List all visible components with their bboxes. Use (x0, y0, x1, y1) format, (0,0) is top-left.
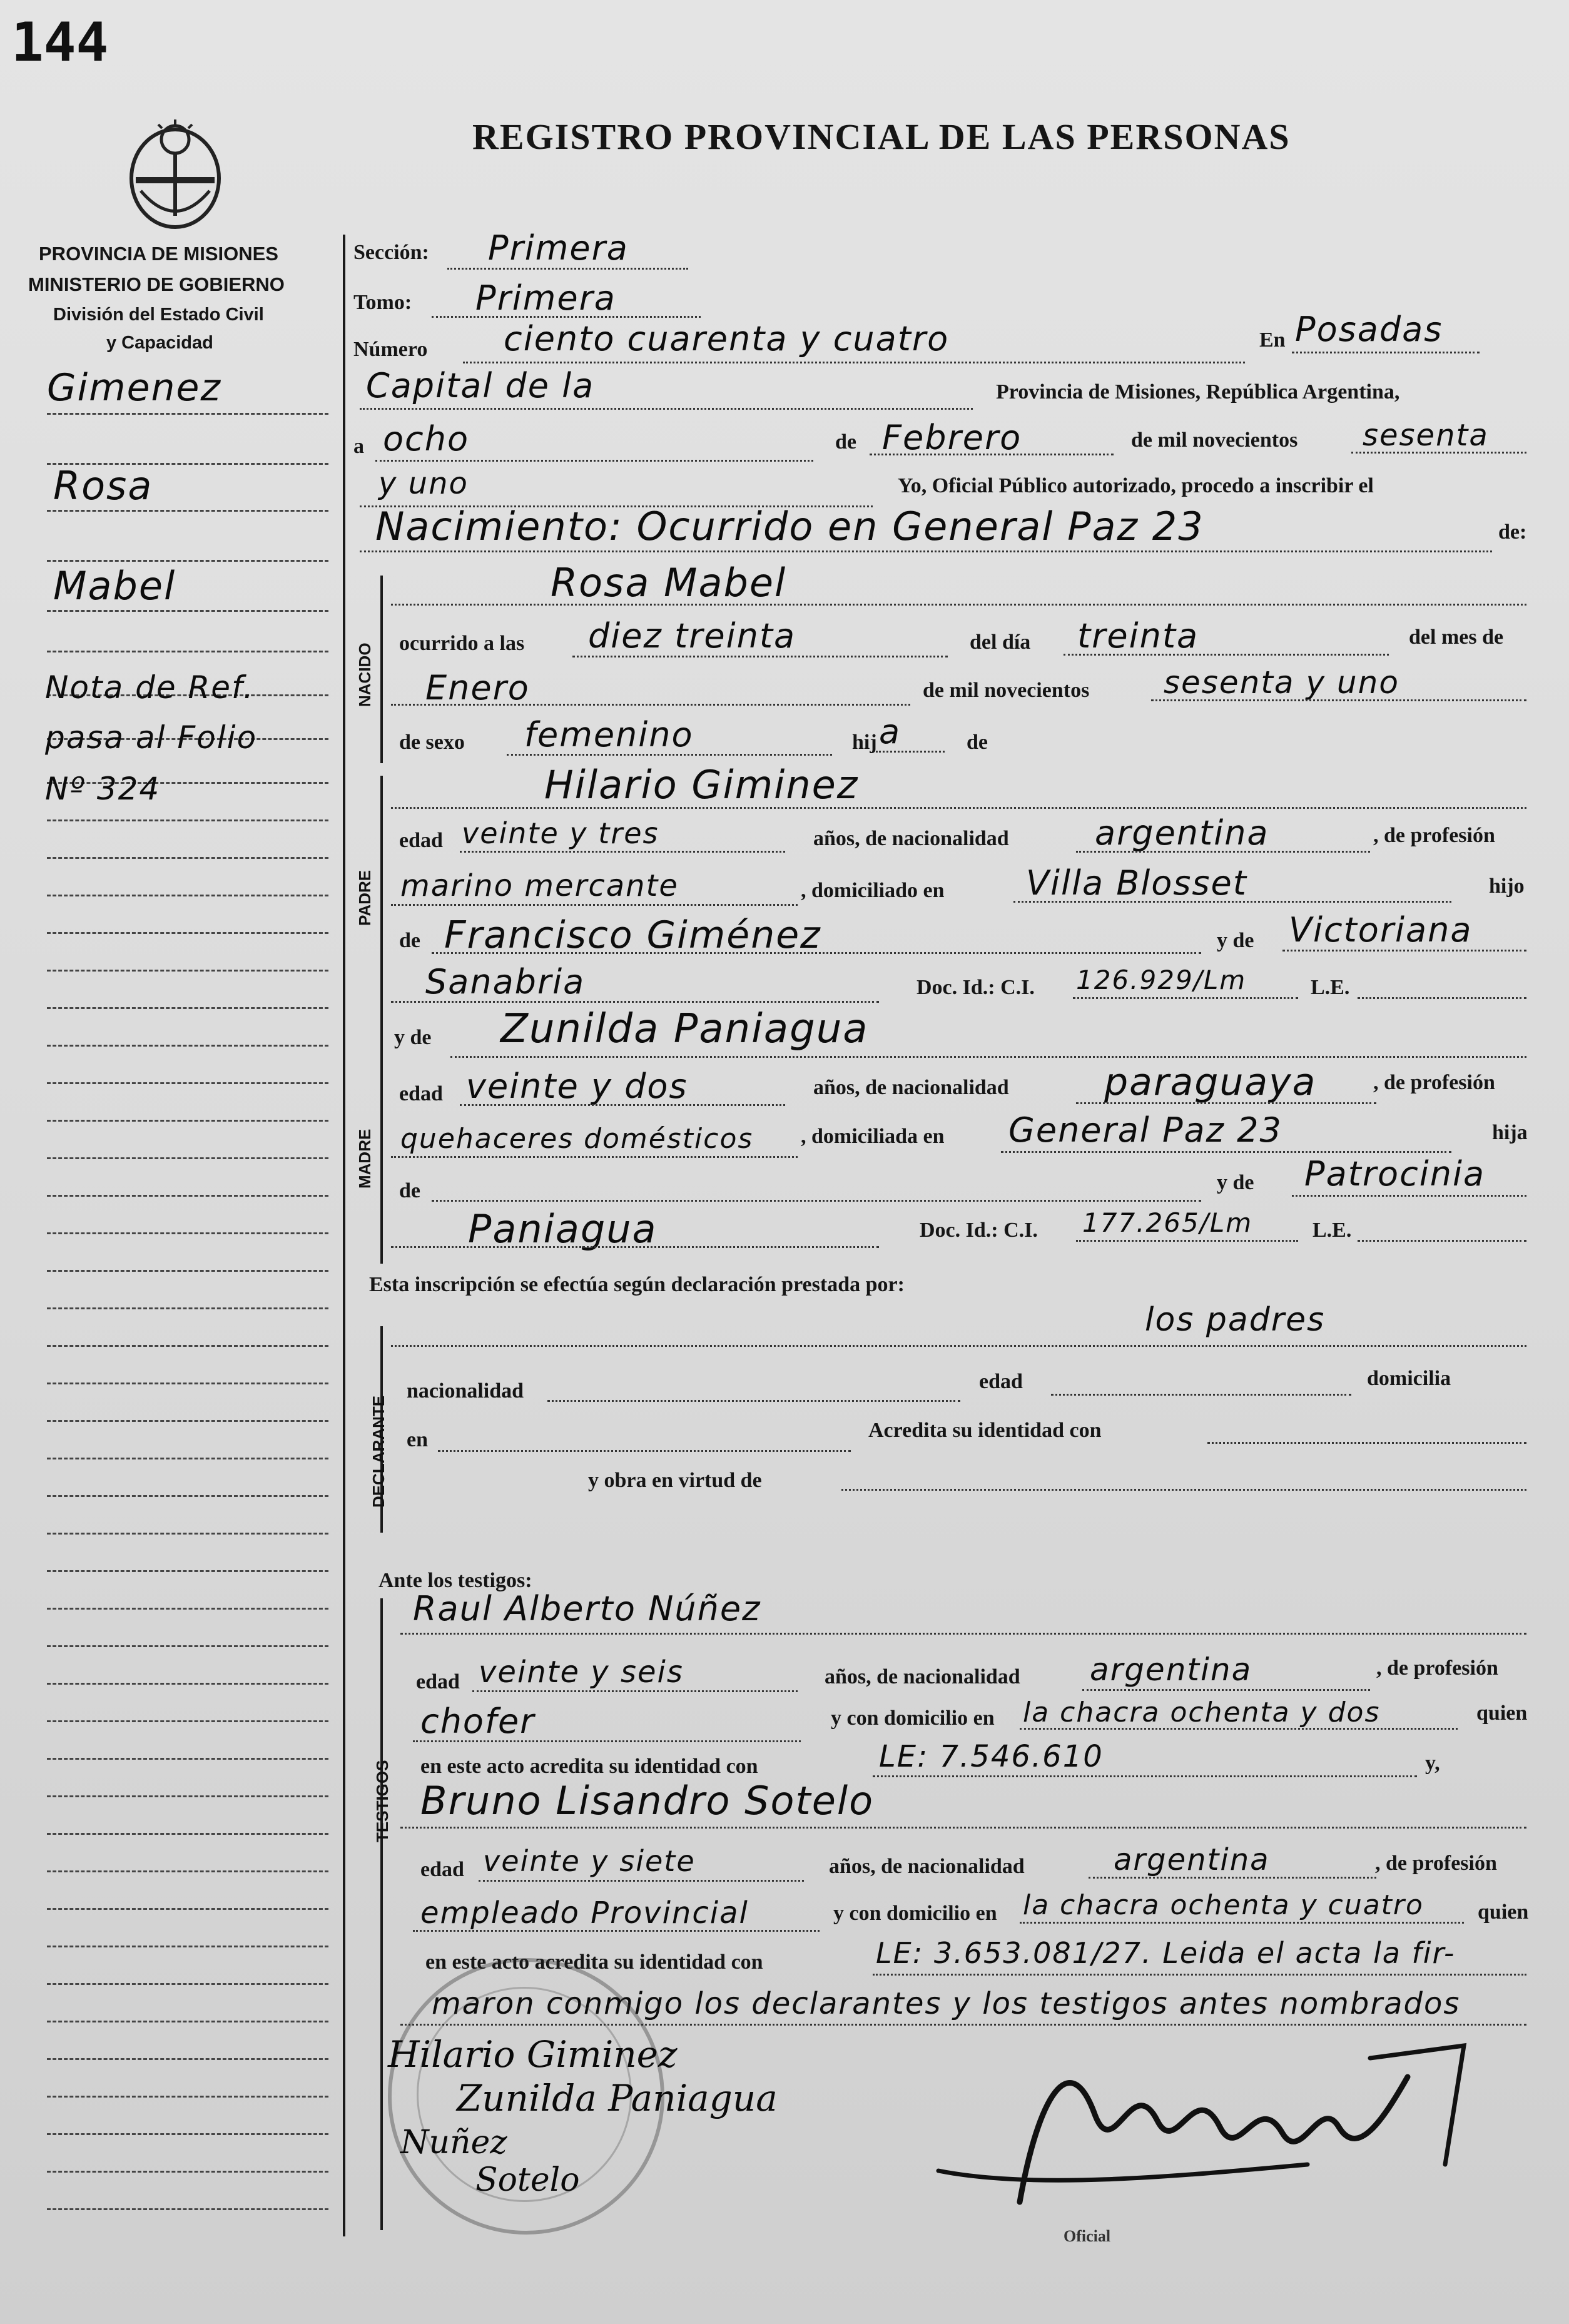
padre-madre-de-value: Victoriana (1289, 910, 1473, 950)
declarante-obra-label: y obra en virtud de (588, 1469, 762, 1492)
year-value-continued: y uno (378, 466, 469, 501)
madre-profesion-label: , de profesión (1373, 1071, 1495, 1094)
padre-madre-de-value-continued: Sanabria (425, 962, 586, 1002)
dia-value: treinta (1077, 616, 1199, 656)
madre-apellido-value: Paniagua (468, 1206, 658, 1252)
testigo1-anios-label: años, de nacionalidad (825, 1665, 1020, 1688)
testigo1-edad-value: veinte y seis (479, 1655, 684, 1690)
hij-label: hij (852, 731, 877, 754)
month-value: Febrero (882, 418, 1022, 457)
testigo2-edad-label: edad (420, 1858, 464, 1881)
testigo2-nacionalidad-value: argentina (1114, 1842, 1270, 1877)
hij-value: a (879, 712, 901, 751)
de-colon-label: de: (1498, 520, 1527, 544)
declarante-nacionalidad-label: nacionalidad (407, 1379, 524, 1403)
de-label: de (835, 430, 856, 454)
signature-witness-1: Nuñez (400, 2124, 507, 2161)
hora-value: diez treinta (588, 616, 796, 656)
margin-note-line-2: pasa al Folio (45, 719, 258, 756)
seccion-label: Sección: (353, 241, 429, 264)
a-label: a (353, 435, 364, 458)
madre-y-de-label-2: y de (1217, 1171, 1254, 1194)
padre-hijo-label: hijo (1489, 875, 1525, 898)
nacido-tag: NACIDO (355, 642, 374, 707)
padre-le-label: L.E. (1311, 976, 1350, 999)
padre-anios-label: años, de nacionalidad (813, 827, 1009, 850)
madre-edad-value: veinte y dos (466, 1067, 688, 1106)
year-value: sesenta (1363, 418, 1489, 453)
madre-edad-label: edad (399, 1082, 443, 1105)
official-signature-label: Oficial (1064, 2227, 1111, 2245)
padre-tag: PADRE (355, 870, 374, 926)
testigo1-acredita-value: LE: 7.546.610 (879, 1739, 1104, 1774)
main-column-border (343, 235, 345, 2236)
madre-anios-label: años, de nacionalidad (813, 1076, 1009, 1099)
ocurrido-label: ocurrido a las (399, 632, 525, 655)
margin-note-line-3: Nº 324 (45, 771, 161, 807)
madre-hija-label: hija (1492, 1121, 1528, 1144)
declarante-tag: DECLARANTE (369, 1395, 388, 1508)
testigo2-profesion-value: empleado Provincial (420, 1895, 749, 1931)
agency-line-2: MINISTERIO DE GOBIERNO (28, 273, 285, 295)
madre-de-label: de (399, 1179, 420, 1202)
tomo-label: Tomo: (353, 291, 412, 314)
padre-name-value: Hilario Giminez (544, 762, 859, 808)
declarante-edad-label: edad (979, 1370, 1023, 1393)
madre-profesion-value: quehaceres domésticos (400, 1123, 754, 1155)
coat-of-arms-icon (122, 116, 228, 231)
oficial-label: Yo, Oficial Público autorizado, procedo a inscribir el (898, 474, 1374, 497)
declaracion-text: Esta inscripción se efectúa según declaración prestada por: (369, 1273, 905, 1296)
padre-domicilio-value: Villa Blosset (1026, 863, 1247, 903)
official-signature-scribble (932, 2021, 1483, 2221)
madre-y-de-label: y de (394, 1026, 432, 1049)
madre-doc-label: Doc. Id.: C.I. (920, 1219, 1038, 1242)
testigo1-acredita-label: en este acto acredita su identidad con (420, 1755, 758, 1778)
padre-profesion-label: , de profesión (1373, 824, 1495, 847)
padre-edad-label: edad (399, 829, 443, 852)
agency-line-3: División del Estado Civil (53, 305, 264, 325)
anio-value: sesenta y uno (1164, 664, 1399, 701)
en-value-continued: Capital de la (366, 366, 595, 405)
madre-nacionalidad-value: paraguaya (1104, 1060, 1317, 1104)
testigo2-name: Bruno Lisandro Sotelo (420, 1778, 874, 1824)
testigo1-domicilio-value: la chacra ochenta y dos (1023, 1697, 1381, 1728)
madre-tag: MADRE (355, 1129, 374, 1189)
del-dia-label: del día (970, 631, 1031, 654)
testigos-ante-label: Ante los testigos: (378, 1569, 532, 1592)
testigo2-quien-label: quien (1478, 1900, 1529, 1924)
agency-line-1: PROVINCIA DE MISIONES (39, 243, 278, 265)
madre-name-value: Zunilda Paniagua (500, 1006, 869, 1052)
signature-father: Hilario Giminez (388, 2033, 678, 2076)
declaracion-value: los padres (1145, 1301, 1326, 1339)
padre-doc-value: 126.929/Lm (1076, 965, 1247, 995)
page-title: REGISTRO PROVINCIAL DE LAS PERSONAS (472, 116, 1291, 157)
testigo1-y-label: y, (1425, 1752, 1440, 1775)
testigo1-quien-label: quien (1476, 1702, 1528, 1725)
testigo1-profesion-value: chofer (420, 1702, 536, 1741)
padre-nacionalidad-value: argentina (1095, 813, 1269, 853)
tomo-value: Primera (475, 278, 616, 318)
signature-witness-2: Sotelo (475, 2161, 580, 2199)
page-number: 144 (11, 11, 109, 74)
padre-de-label: de (399, 929, 420, 952)
madre-madre-de-value: Patrocinia (1304, 1154, 1486, 1194)
mil-label: de mil novecientos (923, 679, 1090, 702)
padre-profesion-value: marino mercante (400, 868, 679, 903)
padre-domiciliado-label: , domiciliado en (801, 879, 945, 902)
declarante-en-label: en (407, 1428, 428, 1451)
nacido-de-label: de (967, 731, 988, 754)
testigo2-domicilio-label: y con domicilio en (833, 1902, 997, 1925)
padre-y-de-label: y de (1217, 929, 1254, 952)
testigos-tag: TESTIGOS (373, 1760, 392, 1842)
sexo-value: femenino (524, 715, 694, 754)
testigo2-domicilio-value: la chacra ochenta y cuatro (1023, 1889, 1424, 1921)
signature-mother: Zunilda Paniagua (457, 2077, 778, 2119)
margin-first-name: Rosa (53, 463, 153, 509)
testigo1-profesion-label: , de profesión (1376, 1657, 1498, 1680)
testigo2-edad-value: veinte y siete (483, 1844, 696, 1878)
testigo2-anios-label: años, de nacionalidad (829, 1855, 1025, 1878)
testigo2-profesion-label: , de profesión (1375, 1852, 1497, 1875)
year-label: de mil novecientos (1131, 429, 1298, 452)
testigo2-acredita-value: LE: 3.653.081/27. Leida el acta la fir- (876, 1936, 1456, 1970)
mes-value: Enero (425, 668, 530, 708)
padre-doc-label: Doc. Id.: C.I. (917, 976, 1035, 999)
padre-edad-value: veinte y tres (462, 816, 659, 850)
sexo-label: de sexo (399, 731, 465, 754)
testigo1-name: Raul Alberto Núñez (413, 1589, 761, 1628)
margin-surname: Gimenez (47, 366, 221, 410)
declarante-acredita-label: Acredita su identidad con (868, 1419, 1102, 1442)
testigo2-acredita-label: en este acto acredita su identidad con (425, 1951, 763, 1974)
madre-domiciliada-label: , domiciliada en (801, 1125, 945, 1148)
madre-doc-value: 177.265/Lm (1082, 1207, 1253, 1238)
declarante-domicilia-label: domicilia (1367, 1367, 1451, 1390)
en-value: Posadas (1295, 310, 1443, 349)
testigo1-nacionalidad-value: argentina (1090, 1652, 1252, 1688)
testigo1-domicilio-label: y con domicilio en (831, 1707, 995, 1730)
numero-value: ciento cuarenta y cuatro (504, 319, 950, 358)
madre-le-label: L.E. (1313, 1219, 1352, 1242)
margin-second-name: Mabel (53, 563, 176, 609)
del-mes-label: del mes de (1409, 626, 1504, 649)
madre-domicilio-value: General Paz 23 (1008, 1110, 1282, 1150)
margin-note-line-1: Nota de Ref. (45, 669, 255, 706)
padre-padre-de-value: Francisco Giménez (444, 913, 821, 957)
agency-line-4: y Capacidad (106, 333, 213, 353)
numero-label: Número (353, 338, 428, 361)
seccion-value: Primera (488, 228, 629, 268)
a-value: ocho (383, 419, 469, 459)
provincia-label: Provincia de Misiones, República Argentina, (996, 380, 1400, 403)
closing-value: maron conmigo los declarantes y los testigos antes nombrados (432, 1986, 1461, 2021)
testigo1-edad-label: edad (416, 1670, 460, 1693)
inscribir-value: Nacimiento: Ocurrido en General Paz 23 (375, 504, 1204, 549)
en-label: En (1259, 328, 1286, 352)
nacido-name-value: Rosa Mabel (551, 560, 787, 606)
